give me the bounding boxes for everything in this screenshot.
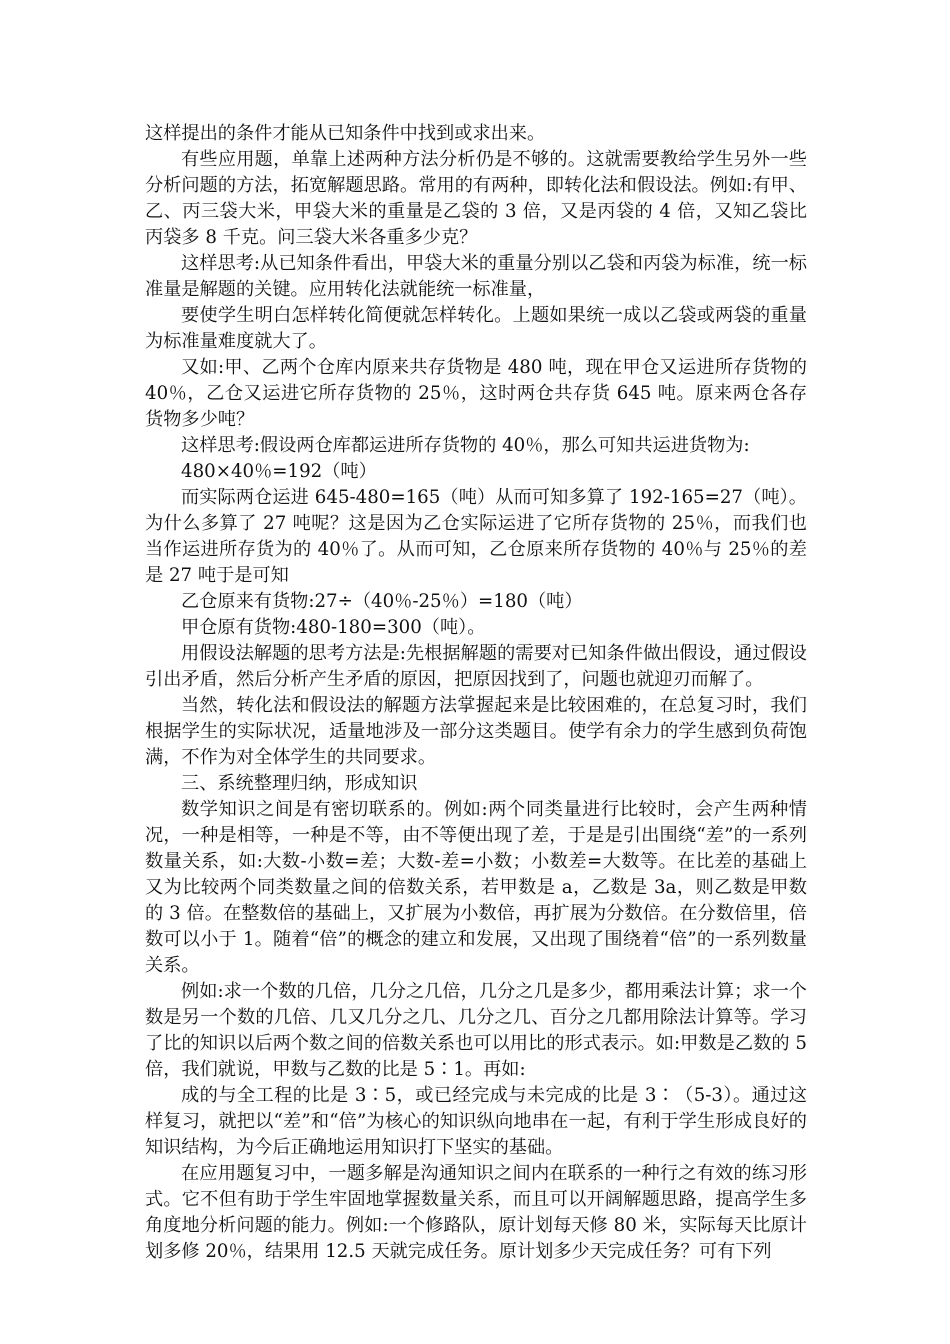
equation-line: 乙仓原来有货物:27÷（40％-25％）=180（吨） — [181, 591, 583, 612]
section-heading: 三、系统整理归纳，形成知识 — [181, 773, 418, 794]
paragraph: 用假设法解题的思考方法是:先根据解题的需要对已知条件做出假设，通过假设引出矛盾，然后分析产生矛盾的原因，把原因找到了，问题也就迎刃而解了。 — [145, 643, 807, 690]
paragraph: 在应用题复习中，一题多解是沟通知识之间内在联系的一种行之有效的练习形式。它不但有助于学生牢固地掌握数量关系，而且可以开阔解题思路，提高学生多角度地分析问题的能力。例如:一个修路队，原计划每天修 80 米，实际每天比原计划多修 20％，结果用 12.5 天就完成任务。原计划多少天完成任务？可有下列 — [145, 1163, 807, 1262]
equation-line: 480×40％=192（吨） — [181, 461, 377, 482]
paragraph: 而实际两仓运进 645-480=165（吨）从而可知多算了 192-165=27（吨）。为什么多算了 27 吨呢？这是因为乙仓实际运进了它所存货物的 25％，而我们也当作运进所存货为的 40％了。从而可知，乙仓原来所存货物的 40％与 25％的差是 27 吨于是可知 — [145, 487, 807, 586]
document-page — [145, 121, 807, 1265]
paragraph: 又如:甲、乙两个仓库内原来共存货物是 480 吨，现在甲仓又运进所存货物的 40％，乙仓又运进它所存货物的 25％，这时两仓共存货 645 吨。原来两仓各存货物多少吨？ — [145, 357, 807, 430]
equation-line: 甲仓原有货物:480-180=300（吨）。 — [181, 617, 486, 638]
paragraph: 这样思考:从已知条件看出，甲袋大米的重量分别以乙袋和丙袋为标准，统一标准量是解题的关键。应用转化法就能统一标准量， — [145, 253, 807, 300]
paragraph: 当然，转化法和假设法的解题方法掌握起来是比较困难的，在总复习时，我们根据学生的实际状况，适量地涉及一部分这类题目。使学有余力的学生感到负荷饱满，不作为对全体学生的共同要求。 — [145, 695, 807, 768]
paragraph: 数学知识之间是有密切联系的。例如:两个同类量进行比较时，会产生两种情况，一种是相等，一种是不等，由不等便出现了差，于是是引出围绕“差”的一系列数量关系，如:大数-小数=差；大数-差=小数；小数差=大数等。在比差的基础上又为比较两个同类数量之间的倍数关系，若甲数是 a，乙数是 3a，则乙数是甲数的 3 倍。在整数倍的基础上，又扩展为小数倍，再扩展为分数倍。在分数倍里，倍数可以小于 1。随着“倍”的概念的建立和发展，又出现了围绕着“倍”的一系列数量关系。 — [145, 799, 807, 976]
paragraph: 要使学生明白怎样转化简便就怎样转化。上题如果统一成以乙袋或两袋的重量为标准量难度就大了。 — [145, 305, 807, 352]
paragraph: 有些应用题，单靠上述两种方法分析仍是不够的。这就需要教给学生另外一些分析问题的方法，拓宽解题思路。常用的有两种，即转化法和假设法。例如:有甲、乙、丙三袋大米，甲袋大米的重量是乙袋的 3 倍，又是丙袋的 4 倍，又知乙袋比丙袋多 8 千克。问三袋大米各重多少克？ — [145, 149, 807, 248]
paragraph: 这样思考:假设两仓库都运进所存货物的 40％，那么可知共运进货物为: — [181, 435, 750, 456]
paragraph: 例如:求一个数的几倍，几分之几倍，几分之几是多少，都用乘法计算；求一个数是另一个数的几倍、几又几分之几、几分之几、百分之几都用除法计算等。学习了比的知识以后两个数之间的倍数关系也可以用比的形式表示。如:甲数是乙数的 5 倍，我们就说，甲数与乙数的比是 5∶1。再如: — [145, 981, 807, 1080]
paragraph: 这样提出的条件才能从已知条件中找到或求出来。 — [145, 123, 546, 144]
paragraph: 成的与全工程的比是 3∶5，或已经完成与未完成的比是 3∶（5-3）。通过这样复习，就把以“差”和“倍”为核心的知识纵向地串在一起，有利于学生形成良好的知识结构，为今后正确地运用知识打下坚实的基础。 — [145, 1085, 807, 1158]
